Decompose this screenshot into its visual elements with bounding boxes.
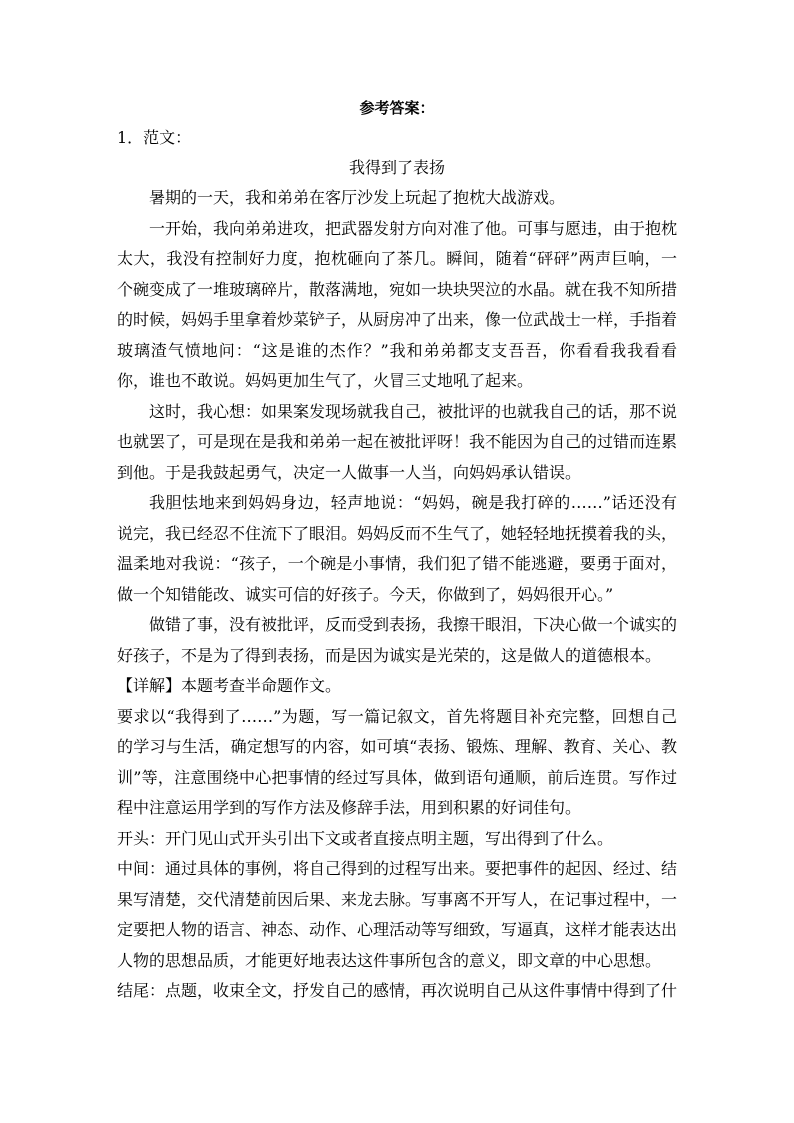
essay-paragraph: 一开始，我向弟弟进攻，把武器发射方向对准了他。可事与愿违，由于抱枕太大，我没有控制好力度，抱枕砸向了茶几。瞬间，随着“砰砰”两声巨响，一个碗变成了一堆玻璃碎片，散落满地，宛如一块块哭泣的水晶。就在我不知所措的时候，妈妈手里拿着炒菜铲子，从厨房冲了出来，像一位武战士一样，手指着玻璃渣气愤地问：“这是谁的杰作？”我和弟弟都支支吾吾，你看看我我看看你，谁也不敢说。妈妈更加生气了，火冒三丈地吼了起来。 (117, 218, 678, 390)
detail-label: 【详解】 (117, 676, 182, 695)
essay-paragraph: 做错了事，没有被批评，反而受到表扬，我擦干眼泪，下决心做一个诚实的好孩子，不是为了得到表扬，而是因为诚实是光荣的，这是做人的道德根本。 (117, 615, 678, 665)
document-content (117, 93, 677, 1007)
essay-paragraph: 这时，我心想：如果案发现场就我自己，被批评的也就我自己的话，那不说也就罢了，可是现在是我和弟弟一起在被批评呀！我不能因为自己的过错而连累到他。于是我鼓起勇气，决定一人做事一人当，向妈妈承认错误。 (117, 401, 678, 482)
question-number: 1．范文： (117, 128, 192, 147)
analysis-middle: 中间：通过具体的事例，将自己得到的过程写出来。要把事件的起因、经过、结果写清楚，交代清楚前因后果、来龙去脉。写事离不开写人，在记事过程中，一定要把人物的语言、神态、动作、心理活动等写细致，写逼真，这样才能表达出人物的思想品质，才能更好地表达这件事所包含的意义，即文章的中心思想。 (117, 859, 678, 970)
analysis-opening: 开头：开门见山式开头引出下文或者直接点明主题，写出得到了什么。 (117, 828, 614, 848)
detail-text: 本题考查半命题作文。 (181, 676, 342, 695)
detail-line (117, 671, 677, 702)
essay-paragraph: 暑期的一天，我和弟弟在客厅沙发上玩起了抱枕大战游戏。 (149, 188, 566, 207)
answer-heading: 参考答案： (359, 99, 435, 117)
analysis-ending: 结尾：点题，收束全文，抒发自己的感情，再次说明自己从这件事情中得到了什 (117, 981, 678, 1000)
essay-paragraph: 我胆怯地来到妈妈身边，轻声地说：“妈妈，碗是我打碎的……”话还没有说完，我已经忍不住流下了眼泪。妈妈反而不生气了，她轻轻地抚摸着我的头，温柔地对我说：“孩子，一个碗是小事情，我们犯了错不能逃避，要勇于面对，做一个知错能改、诚实可信的好孩子。今天，你做到了，妈妈很开心。” (117, 493, 678, 604)
essay-title: 我得到了表扬 (348, 158, 445, 177)
analysis-paragraph: 要求以“我得到了……”为题，写一篇记叙文，首先将题目补充完整，回想自己的学习与生活，确定想写的内容，如可填“表扬、锻炼、理解、教育、关心、教训”等，注意围绕中心把事情的经过写具体，做到语句通顺，前后连贯。写作过程中注意运用学到的写作方法及修辞手法，用到积累的好词佳句。 (117, 706, 677, 817)
